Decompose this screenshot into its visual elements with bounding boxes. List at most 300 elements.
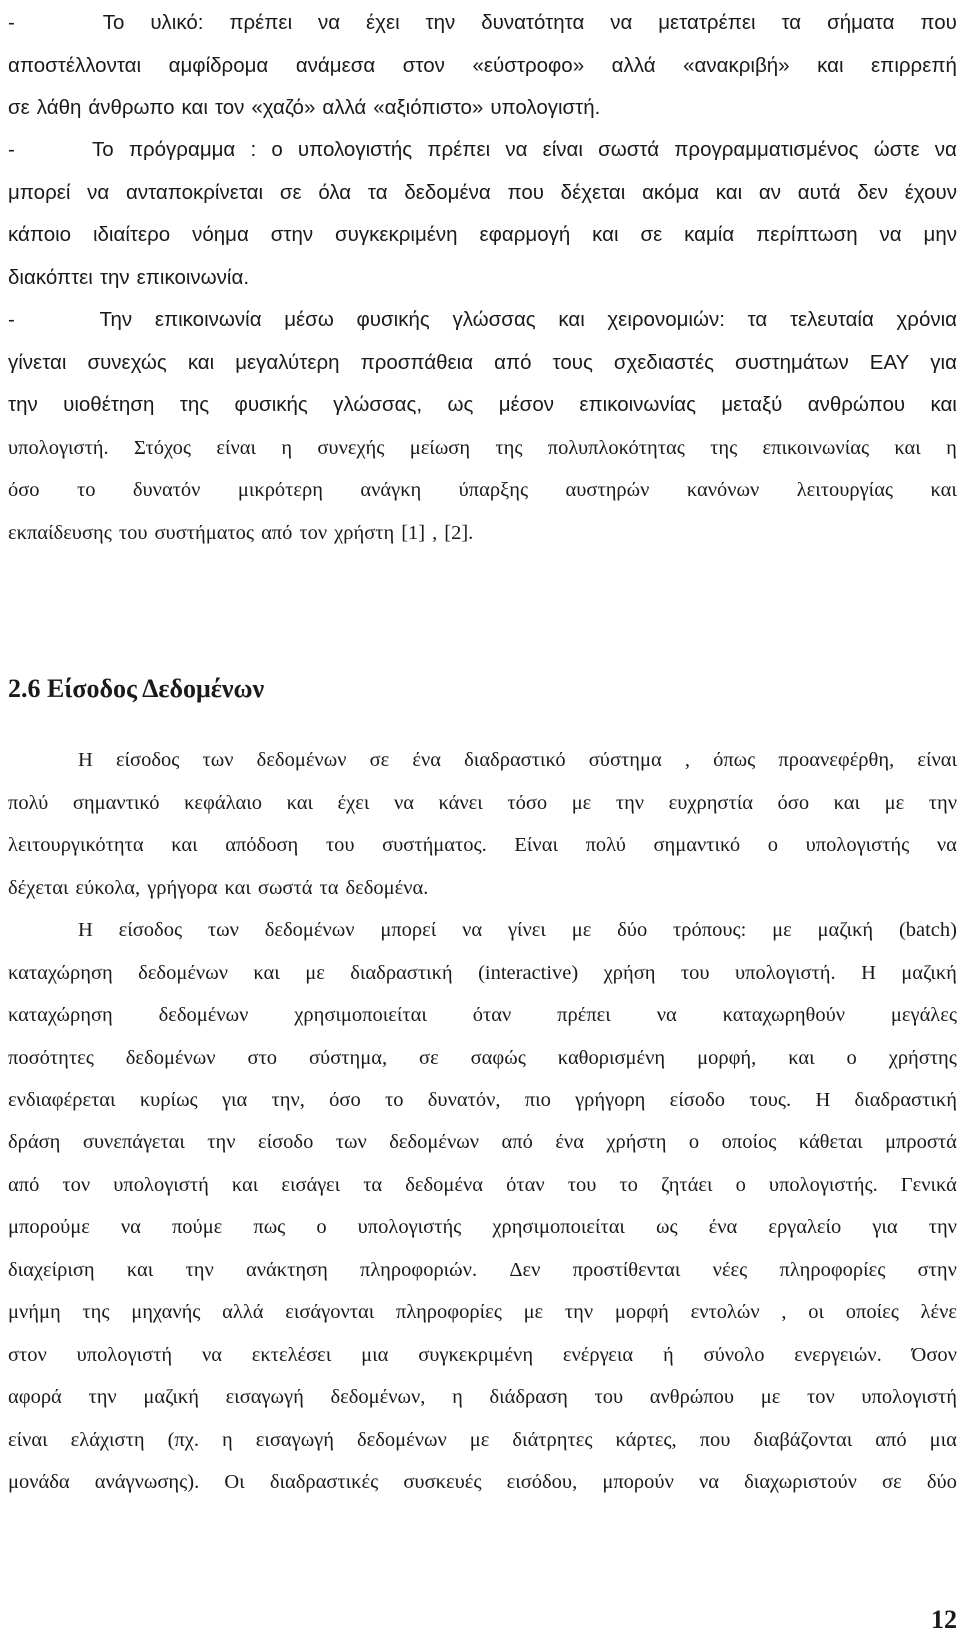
- word: ο: [688, 1131, 700, 1153]
- word: κάποιο: [8, 223, 72, 246]
- word: ο: [735, 1174, 746, 1196]
- word: η: [452, 1386, 463, 1408]
- word: εισάγει: [281, 1174, 341, 1196]
- word: από: [8, 1174, 40, 1196]
- word: γίνει: [507, 919, 546, 941]
- word: τα: [363, 1174, 383, 1196]
- word: σε: [279, 181, 302, 204]
- word: επικοινωνίας: [579, 393, 696, 416]
- word: και: [788, 1047, 815, 1069]
- word: γρήγορα: [147, 877, 218, 899]
- word: σαφώς: [470, 1047, 526, 1069]
- word: δεδομένα: [404, 181, 491, 204]
- word: την,: [271, 1089, 305, 1111]
- word: πιο: [524, 1089, 551, 1111]
- word: μπορούμε: [8, 1216, 90, 1238]
- word: την: [185, 1259, 214, 1281]
- word: δεδομένα: [405, 1174, 484, 1196]
- word: συνεχής: [317, 437, 385, 459]
- word: τους.: [749, 1089, 792, 1111]
- word: εισαγωγή: [225, 1386, 304, 1408]
- word: λάθη: [36, 96, 82, 119]
- word: συστημάτων: [735, 351, 849, 374]
- word: λένε: [920, 1301, 957, 1323]
- word: και: [817, 54, 844, 77]
- word: σημαντικό: [72, 792, 160, 814]
- word: και: [930, 479, 957, 501]
- word: το: [76, 479, 96, 501]
- word: είσοδος: [115, 749, 180, 771]
- word: μαζική: [143, 1386, 199, 1408]
- word: καθορισμένη: [557, 1047, 666, 1069]
- word: μείωση: [409, 437, 471, 459]
- word: διαδραστική: [854, 1089, 957, 1111]
- word: πρόγραμμα: [128, 138, 236, 161]
- word: περίπτωση: [756, 223, 858, 246]
- word: δεδομένων: [125, 1047, 216, 1069]
- word: εκπαίδευσης: [8, 522, 112, 544]
- text-line: [8, 1420, 957, 1460]
- word: εκτελέσει: [251, 1344, 332, 1366]
- word: και: [894, 437, 921, 459]
- word: γλώσσας: [452, 308, 536, 331]
- word: προγραμματισμένος: [674, 138, 859, 161]
- word: -: [8, 308, 15, 331]
- word: αποστέλλονται: [8, 54, 142, 77]
- word: μικρότερη: [237, 479, 323, 501]
- word: τον: [62, 1174, 91, 1196]
- page-number: 12: [931, 1605, 957, 1634]
- word: ελάχιστη: [70, 1429, 145, 1451]
- text-line: [8, 1292, 957, 1332]
- text-line: [8, 1165, 957, 1205]
- word: μορφή,: [697, 1047, 757, 1069]
- word: ,: [781, 1301, 787, 1323]
- word: δεδομένα.: [345, 877, 429, 899]
- word: έχουν: [904, 181, 957, 204]
- word: με: [305, 962, 325, 984]
- word: και: [833, 792, 861, 814]
- word: του: [680, 962, 710, 984]
- word: στον: [402, 54, 445, 77]
- word: είσοδο: [669, 1089, 726, 1111]
- word: επικοινωνία: [154, 308, 262, 331]
- word: διαχείριση: [8, 1259, 95, 1281]
- word: χρήστη: [606, 1131, 667, 1153]
- word: γλώσσας,: [333, 393, 423, 416]
- word: μπορεί: [380, 919, 437, 941]
- word: Η: [815, 1089, 831, 1111]
- word: της: [179, 393, 210, 416]
- word: νόημα: [192, 223, 249, 246]
- word: αμφίδρομα: [168, 54, 269, 77]
- text-line: [8, 1122, 957, 1162]
- word: προσπάθεια: [360, 351, 474, 374]
- word: -: [8, 11, 15, 34]
- word: που: [920, 11, 957, 34]
- text-line: [8, 1377, 957, 1417]
- word: αυστηρών: [565, 479, 650, 501]
- word: δεδομένων: [356, 1429, 447, 1451]
- word: να: [201, 1344, 222, 1366]
- word: να: [87, 181, 110, 204]
- word: υπολογιστή.: [8, 437, 109, 459]
- word: γρήγορη: [575, 1089, 646, 1111]
- word: μπορούν: [602, 1471, 674, 1493]
- word: της: [82, 1301, 110, 1323]
- word: μπροστά: [885, 1131, 957, 1153]
- word: του: [567, 1174, 597, 1196]
- word: εισαγωγή: [255, 1429, 334, 1451]
- word: δύο: [617, 919, 648, 941]
- word: την: [88, 1386, 117, 1408]
- word: [1]: [401, 522, 426, 544]
- text-line: [8, 740, 957, 780]
- word: επικοινωνία.: [136, 266, 250, 289]
- word: και: [171, 834, 198, 856]
- word: πληροφορίες: [779, 1259, 886, 1281]
- word: δέχεται: [560, 181, 626, 204]
- word: σε: [640, 223, 663, 246]
- word: του: [594, 1386, 624, 1408]
- word: χρήση: [603, 962, 656, 984]
- word: για: [872, 1216, 898, 1238]
- word: ιδιαίτερο: [92, 223, 171, 246]
- word: ακόμα: [642, 181, 699, 204]
- word: την: [564, 1301, 594, 1323]
- word: πρέπει: [557, 1004, 611, 1026]
- word: και: [187, 351, 215, 374]
- word: Είναι: [514, 834, 558, 856]
- word: με: [772, 919, 792, 941]
- word: χρησιμοποιείται: [294, 1004, 427, 1026]
- word: μεγάλες: [890, 1004, 957, 1026]
- word: και: [231, 1174, 259, 1196]
- word: υπολογιστή.: [734, 962, 836, 984]
- word: αλλά: [611, 54, 656, 77]
- word: μπορεί: [8, 181, 71, 204]
- word: πρέπει: [427, 138, 491, 161]
- word: όσο: [329, 1089, 361, 1111]
- word: πούμε: [171, 1216, 223, 1238]
- word: διαχωριστούν: [744, 1471, 857, 1493]
- word: διαδραστική: [350, 962, 453, 984]
- word: ενδιαφέρεται: [8, 1089, 116, 1111]
- word: σε: [419, 1047, 439, 1069]
- word: επικοινωνίας: [762, 437, 870, 459]
- word: Η: [78, 919, 93, 941]
- word: σύστημα: [588, 749, 662, 771]
- word: εισόδου,: [506, 1471, 578, 1493]
- word: υπολογιστής.: [768, 1174, 878, 1196]
- word: την: [207, 1131, 236, 1153]
- word: συστήματος.: [382, 834, 487, 856]
- word: διακόπτει: [8, 266, 93, 289]
- word: τα: [781, 11, 802, 34]
- word: που: [699, 1429, 731, 1451]
- word: η: [281, 437, 293, 459]
- word: Οι: [224, 1471, 245, 1493]
- word: τον: [806, 1386, 835, 1408]
- word: σύνολο: [703, 1344, 765, 1366]
- word: και: [286, 792, 313, 814]
- word: ενεργειών.: [794, 1344, 882, 1366]
- word: μια: [929, 1429, 957, 1451]
- text-line: [8, 1250, 957, 1290]
- word: τρόπους:: [673, 919, 747, 941]
- word: (batch): [898, 919, 957, 941]
- word: κάνει: [438, 792, 483, 814]
- word: υπολογιστή: [113, 1174, 209, 1196]
- word: φυσικής: [234, 393, 308, 416]
- word: με: [469, 1429, 490, 1451]
- word: υιοθέτηση: [63, 393, 155, 416]
- word: με: [571, 792, 592, 814]
- word: συνεπάγεται: [82, 1131, 185, 1153]
- word: στον: [8, 1344, 47, 1366]
- word: απόδοση: [225, 834, 299, 856]
- word: Η: [78, 749, 93, 771]
- word: να: [318, 11, 341, 34]
- word: οποίος: [721, 1131, 777, 1153]
- word: δύο: [926, 1471, 957, 1493]
- word: όσο: [777, 792, 810, 814]
- word: και: [558, 308, 585, 331]
- word: την: [928, 1216, 957, 1238]
- word: ανθρώπου: [807, 393, 906, 416]
- word: επιρρεπή: [871, 54, 957, 77]
- word: να: [505, 138, 528, 161]
- word: σωστά: [257, 877, 313, 899]
- word: νέες: [712, 1259, 748, 1281]
- word: αυτά: [797, 181, 841, 204]
- text-line: [8, 470, 957, 510]
- word: και: [592, 223, 619, 246]
- word: είσοδος: [118, 919, 183, 941]
- word: υπολογιστής: [357, 1216, 462, 1238]
- word: σημαντικό: [653, 834, 741, 856]
- word: Γενικά: [900, 1174, 957, 1196]
- word: συσκευές: [403, 1471, 482, 1493]
- word: σε: [8, 96, 30, 119]
- word: και: [253, 962, 280, 984]
- word: δεν: [857, 181, 888, 204]
- word: Την: [99, 308, 133, 331]
- word: μαζική: [817, 919, 874, 941]
- word: διάδραση: [489, 1386, 568, 1408]
- word: οποίες: [845, 1301, 899, 1323]
- word: για: [221, 1089, 248, 1111]
- word: τα: [747, 308, 768, 331]
- word: «αξιόπιστο»: [373, 96, 484, 119]
- word: καταχώρηση: [8, 962, 113, 984]
- word: κάθεται: [798, 1131, 863, 1153]
- word: μέσω: [284, 308, 334, 331]
- word: της: [710, 437, 738, 459]
- word: τον: [299, 522, 328, 544]
- word: την: [8, 393, 38, 416]
- word: μεταξύ: [721, 393, 783, 416]
- word: δράση: [8, 1131, 61, 1153]
- word: προανεφέρθη,: [778, 749, 895, 771]
- word: στην: [270, 223, 314, 246]
- word: πολύ: [8, 792, 49, 814]
- word: είναι: [542, 138, 583, 161]
- word: ο: [316, 1216, 327, 1238]
- word: είναι: [917, 749, 957, 771]
- word: :: [250, 138, 257, 161]
- word: ο: [271, 138, 283, 161]
- word: που: [507, 181, 544, 204]
- text-line: [8, 1335, 957, 1375]
- word: τα: [319, 877, 339, 899]
- word: σε: [369, 749, 390, 771]
- word: του: [118, 522, 148, 544]
- word: και: [181, 96, 208, 119]
- word: εύκολα,: [75, 877, 141, 899]
- word: και: [224, 877, 251, 899]
- word: δεδομένων: [158, 1004, 249, 1026]
- word: συγκεκριμένη: [418, 1344, 534, 1366]
- word: -: [8, 138, 15, 161]
- word: υπολογιστή: [861, 1386, 957, 1408]
- word: δεδομένων: [389, 1131, 480, 1153]
- word: εντολών: [690, 1301, 760, 1323]
- word: υπολογιστής: [805, 834, 910, 856]
- word: συστήματος: [154, 522, 255, 544]
- word: Η: [861, 962, 876, 984]
- word: πολύ: [585, 834, 626, 856]
- word: την: [99, 266, 130, 289]
- word: με: [884, 792, 905, 814]
- word: να: [462, 919, 483, 941]
- word: των: [207, 919, 239, 941]
- word: όσο: [8, 479, 40, 501]
- text-line: [8, 910, 957, 950]
- word: τα: [367, 181, 388, 204]
- word: σήματα: [827, 11, 895, 34]
- word: ποσότητες: [8, 1047, 94, 1069]
- word: τους: [552, 351, 593, 374]
- word: ανάμεσα: [295, 54, 376, 77]
- word: κυρίως: [139, 1089, 198, 1111]
- text-line: [8, 130, 957, 170]
- word: καταχώρηση: [8, 1004, 113, 1026]
- word: [2].: [444, 522, 474, 544]
- word: Στόχος: [133, 437, 192, 459]
- word: ένα: [412, 749, 442, 771]
- word: τελευταία: [789, 308, 874, 331]
- word: διαβάζονται: [753, 1429, 853, 1451]
- text-line: [8, 1462, 957, 1502]
- word: των: [335, 1131, 367, 1153]
- word: εφαρμογή: [479, 223, 571, 246]
- word: και: [715, 181, 743, 204]
- text-line: [8, 513, 957, 553]
- word: καταχωρηθούν: [722, 1004, 846, 1026]
- word: Το: [92, 138, 114, 161]
- word: την: [615, 792, 645, 814]
- word: κεφάλαιο: [184, 792, 263, 814]
- word: όπως: [713, 749, 756, 771]
- word: εισάγονται: [285, 1301, 375, 1323]
- text-line: [8, 868, 957, 908]
- word: υπολογιστή: [76, 1344, 173, 1366]
- word: της: [495, 437, 523, 459]
- word: ενέργεια: [562, 1344, 634, 1366]
- word: ,: [432, 522, 438, 544]
- word: όταν: [506, 1174, 545, 1196]
- word: είναι: [216, 437, 257, 459]
- word: την: [928, 792, 957, 814]
- word: μεγαλύτερη: [235, 351, 340, 374]
- word: διαδραστικές: [269, 1471, 379, 1493]
- word: είσοδο: [257, 1131, 314, 1153]
- text-line: [8, 953, 957, 993]
- word: φυσικής: [356, 308, 430, 331]
- word: ένα: [555, 1131, 584, 1153]
- word: «εύστροφο»: [472, 54, 585, 77]
- word: ένα: [708, 1216, 738, 1238]
- word: έχει: [337, 792, 370, 814]
- word: ως: [447, 393, 474, 416]
- word: ο: [846, 1047, 857, 1069]
- word: ανάγκη: [360, 479, 422, 501]
- text-line: [8, 1207, 957, 1247]
- word: το: [619, 1174, 638, 1196]
- word: σε: [882, 1471, 902, 1493]
- text-line: [8, 258, 957, 298]
- word: ως: [656, 1216, 678, 1238]
- word: για: [930, 351, 957, 374]
- word: Το: [102, 11, 125, 34]
- word: κανόνων: [686, 479, 760, 501]
- word: δυνατόν,: [427, 1089, 501, 1111]
- word: αλλά: [322, 96, 367, 119]
- word: «χαζό»: [251, 96, 316, 119]
- word: αλλά: [222, 1301, 264, 1323]
- text-line: [8, 46, 957, 86]
- word: προστίθενται: [572, 1259, 681, 1281]
- word: μονάδα: [8, 1471, 70, 1493]
- word: άνθρωπο: [88, 96, 175, 119]
- word: δεδομένων: [256, 749, 347, 771]
- word: ο: [767, 834, 779, 856]
- word: μαζική: [901, 962, 957, 984]
- word: να: [393, 792, 414, 814]
- word: ,: [684, 749, 690, 771]
- word: μνήμη: [8, 1301, 61, 1323]
- word: ανάγνωσης).: [94, 1471, 200, 1493]
- word: να: [656, 1004, 677, 1026]
- word: με: [523, 1301, 544, 1323]
- word: κάρτες,: [615, 1429, 677, 1451]
- text-line: [8, 88, 957, 128]
- text-line: [8, 173, 957, 213]
- word: ΕΑΥ: [869, 351, 910, 374]
- word: δεδομένων: [264, 919, 355, 941]
- word: δέχεται: [8, 877, 69, 899]
- word: να: [879, 223, 902, 246]
- word: δεδομένων: [138, 962, 228, 984]
- word: χρόνια: [896, 308, 957, 331]
- word: πρέπει: [229, 11, 293, 34]
- word: «ανακριβή»: [683, 54, 790, 77]
- text-line: [8, 1038, 957, 1078]
- word: τόσο: [507, 792, 548, 814]
- word: Όσον: [911, 1344, 957, 1366]
- word: να: [936, 834, 957, 856]
